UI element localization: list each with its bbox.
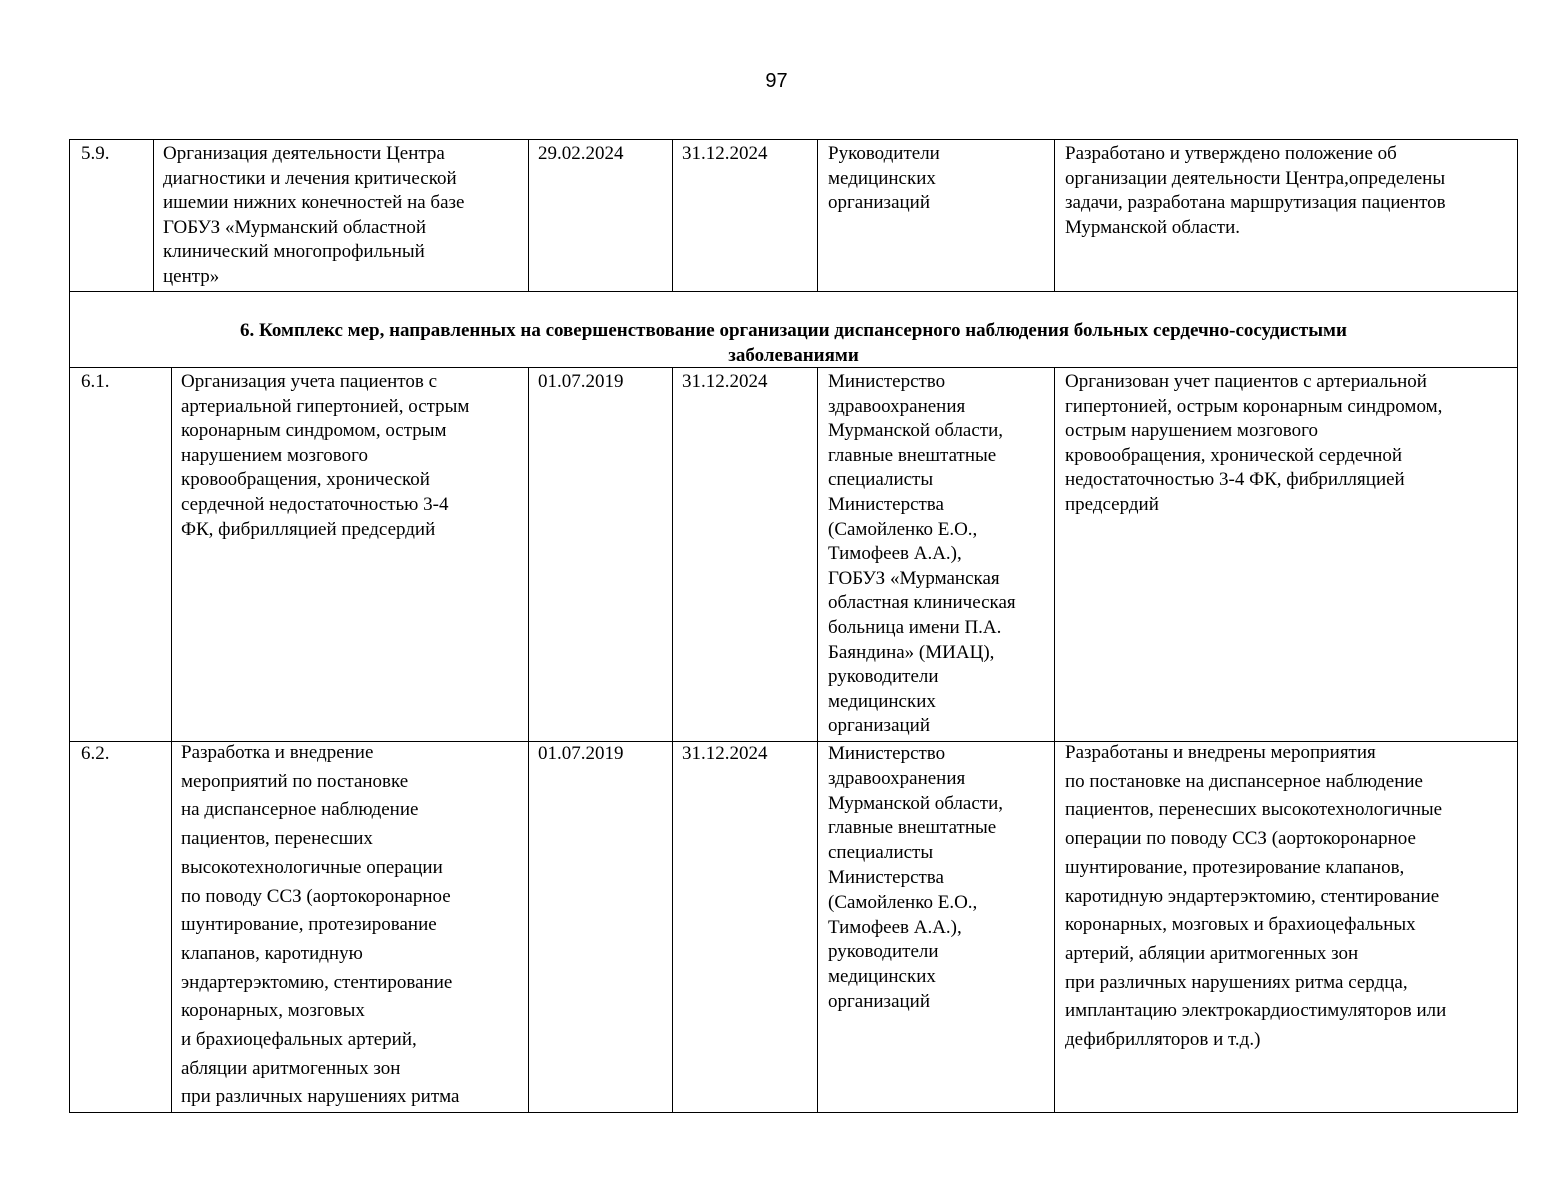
column-divider: [528, 367, 529, 1113]
row-5-9-start-date: 29.02.2024: [538, 143, 624, 164]
page-number: 97: [765, 70, 788, 92]
row-6-1-result: Организован учет пациентов с артериальной гипертонией, острым коронарным синдромом, острым нарушением мозгового кровообращения, хронической сердечной недостаточностью 3-4 ФК, фибрилляцией предсердий: [1065, 371, 1443, 515]
column-divider: [528, 139, 529, 291]
table-border-right: [1517, 139, 1518, 1113]
column-divider: [817, 367, 818, 1113]
column-divider: [1054, 139, 1055, 291]
row-5-9-name: Организация деятельности Центра диагностики и лечения критической ишемии нижних конечностей на базе ГОБУЗ «Мурманский областной клинический многопрофильный центр»: [163, 143, 465, 287]
row-6-1-end-date: 31.12.2024: [682, 371, 768, 392]
row-6-2-end-date: 31.12.2024: [682, 743, 768, 764]
row-6-2-number: 6.2.: [81, 743, 110, 764]
row-5-9-result: Разработано и утверждено положение об организации деятельности Центра,определены задачи, разработана маршрутизация пациентов Мурманской области.: [1065, 143, 1446, 238]
row-5-9-end-date: 31.12.2024: [682, 143, 768, 164]
row-6-2-result: Разработаны и внедрены мероприятия по постановке на диспансерное наблюдение пациентов, перенесших высокотехнологичные операции по поводу ССЗ (аортокоронарное шунтирование, протезирование клапанов, каротидную эндартерэктомию, стентирование коронарных, мозговых и брахиоцефальных артерий, абляции аритмогенных зон при различных нарушениях ритма сердца, имплантацию электрокардиостимуляторов или дефибрилляторов и т.д.): [1065, 742, 1447, 1051]
plan-table: [69, 139, 1518, 1113]
table-border-top: [69, 139, 1518, 140]
row-6-2-name: Разработка и внедрение мероприятий по постановке на диспансерное наблюдение пациентов, перенесших высокотехнологичные операции по поводу ССЗ (аортокоронарное шунтирование, протезирование клапанов, каротидную эндартерэктомию, стентирование коронарных, мозговых и брахиоцефальных артерий, абляции аритмогенных зон при различных нарушениях ритма: [181, 742, 460, 1108]
table-border-bottom: [69, 1112, 1518, 1113]
row-5-9-number: 5.9.: [81, 143, 110, 164]
row-6-2-responsible: Министерство здравоохранения Мурманской области, главные внештатные специалисты Министерства (Самойленко Е.О., Тимофеев А.А.), руководители медицинских организаций: [828, 743, 1004, 1012]
row-6-1-number: 6.1.: [81, 371, 110, 392]
row-6-1-name: Организация учета пациентов с артериальной гипертонией, острым коронарным синдромом, острым нарушением мозгового кровообращения, хронической сердечной недостаточностью 3-4 ФК, фибрилляцией предсердий: [181, 371, 470, 540]
column-divider: [672, 367, 673, 1113]
table-border-left: [69, 139, 70, 1113]
row-6-1-responsible: Министерство здравоохранения Мурманской области, главные внештатные специалисты Министерства (Самойленко Е.О., Тимофеев А.А.), ГОБУЗ «Мурманская областная клиническая больница имени П.А. Баяндина» (МИАЦ), руководители медицинских организаций: [828, 371, 1016, 737]
section-6-title: 6. Комплекс мер, направленных на совершенствование организации диспансерного наблюдения больных сердечно-сосудистыми заболеваниями: [240, 320, 1347, 366]
column-divider: [1054, 367, 1055, 1113]
column-divider: [817, 139, 818, 291]
row-6-1-start-date: 01.07.2019: [538, 371, 624, 392]
column-divider: [672, 139, 673, 291]
row-6-2-start-date: 01.07.2019: [538, 743, 624, 764]
row-divider: [69, 291, 1518, 292]
column-divider: [153, 139, 154, 291]
row-5-9-responsible: Руководители медицинских организаций: [828, 143, 940, 214]
column-divider: [171, 367, 172, 1113]
